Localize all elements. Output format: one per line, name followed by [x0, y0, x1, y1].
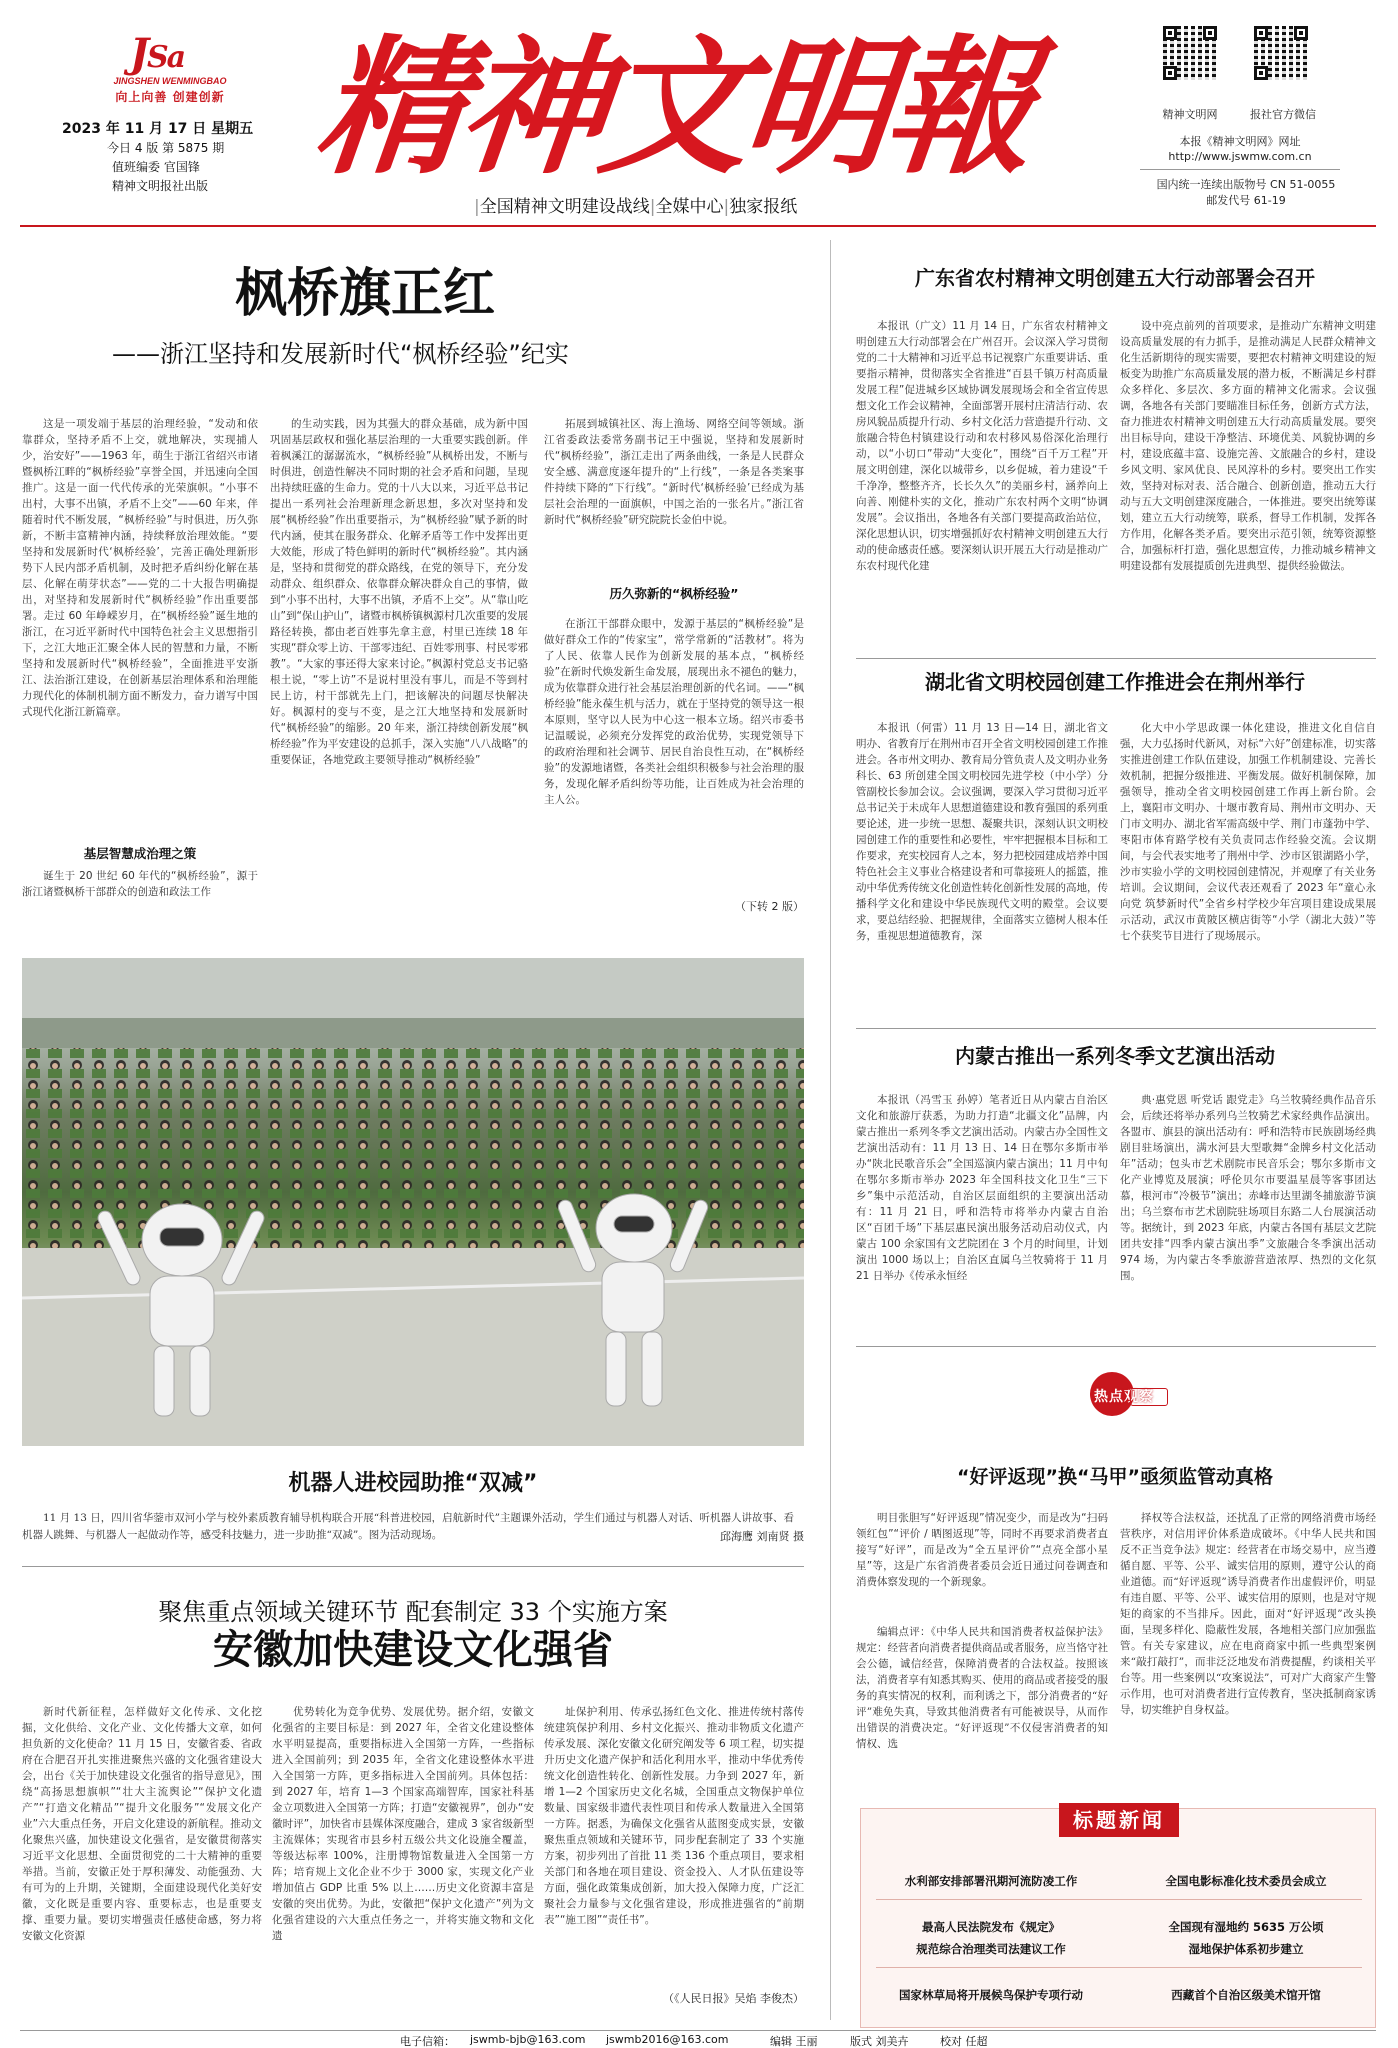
brief-heading: 标题新闻	[1059, 1803, 1179, 1837]
nav-item[interactable]: 独家报纸	[729, 197, 798, 217]
hot-col1: 明目张胆写“好评返现”情况变少，而是改为“扫码领红包”“评价 / 晒图返现”等，同时不再要求消费者直接写“好评”，而是改为“全五星评价”“点亮全部小星星”等，这是广东省消费者委员会近日通过问卷调查和消费体察发现的一个新现象。	[856, 1512, 1108, 1588]
hubei-col1: 本报讯（何雷）11 月 13 日—14 日，湖北省文明办、省教育厅在荆州市召开全省文明校园创建工作推进会。各市州文明办、教育局分管负责人及文明办业务科长、63 所创建全国文明校园先进学校（中小学）分管副校长参加会议。会议强调，要深入学习贯彻习近平总书记关于未成年人思想道德建设和教育强国的系列重要论述，进一步统一思想、凝聚共识，深刻认识文明校园创建工作的重要性和必要性，牢牢把握根本目标和工作要求，充实校园育人之本，努力把校园建成培养中国特色社会主义事业合格建设者和可靠接班人的摇篮，推动中华优秀传统文化创造性转化创新性发展的高地，传播科学文化和建设中华民族现代文明的殿堂。会议要求，要总结经验、把握规律，全面落实立德树人根本任务，重视思想道德教育，深	[856, 722, 1108, 942]
hot-badge-label: 热点观察	[1094, 1389, 1154, 1405]
brief-item[interactable]: 西藏首个自治区级美术馆开馆	[1171, 1988, 1321, 2002]
masthead-divider	[20, 225, 1376, 227]
guangdong-title: 广东省农村精神文明创建五大行动部署会召开	[915, 266, 1315, 290]
brief-item[interactable]: 水利部安排部署汛期河流防凌工作	[904, 1874, 1078, 1888]
guangdong-col2: 设中亮点前列的首项要求，是推动广东精神文明建设高质量发展的有力抓手，是推动满足人民群众精神文化生活新期待的现实需要，要把农村精神文明建设的短板变为助推广东高质量发展的潜力板，不断满足乡村群众多样化、多层次、多方面的精神文化需求。会议强调，各地各有关部门要瞄准目标任务，创新方式方法，奋力推进农村精神文明创建五大行动高质量发展。要突出目标导向，建设干净整洁、环境优美、风貌协调的乡村，建设底蕴丰富、设施完善、文旅融合的乡村，建设乡风文明、家风优良、民风淳朴的乡村。要突出工作实效，坚持对标对表、活合融合、创新创造，推动五大行动与五大文明创建深度融合，一体推进。要突出统筹谋划，建立五大行动统筹，联系，督导工作机制，发挥各方作用，化解各类矛盾。要突出示范引领，统筹资源整合，加强标杆打造，强化思想宣传，力推动城乡精神文明建设都有发展提质创先进典型、提供经验做法。	[1120, 320, 1376, 572]
lead-col1-subhead: 基层智慧成治理之策	[83, 846, 197, 861]
anhui-credit: （《人民日报》吴焰 李俊杰）	[663, 1992, 804, 2005]
hot-col1-note: 编辑点评：《中华人民共和国消费者权益保护法》规定：经营者向消费者提供商品或者服务，应当恪守社会公德，诚信经营，保障消费者的合法权益。按照该法，消费者享有知悉其购买、使用的商品或者接受的服务的真实情况的权利，而利诱之下，部分消费者的“好评”难免失真，导致其他消费者有可能被误导，从而作出错误的消费决定。“好评返现”不仅侵害消费者的知情权、选	[856, 1626, 1108, 1750]
slogan: 向上向善 创建创新	[115, 90, 225, 104]
brief-item[interactable]: 国家林草局将开展候鸟保护专项行动	[899, 1988, 1083, 2002]
footer-email-2[interactable]: jswmb2016@163.com	[606, 2033, 729, 2046]
qr-code-website[interactable]	[1163, 26, 1217, 80]
qr1-label: 精神文明网	[1162, 108, 1218, 121]
photo-credit: 邱海鹰 刘南贤 摄	[720, 1530, 804, 1543]
photo-caption: 11 月 13 日，四川省华蓥市双河小学与校外素质教育辅导机构联合开展“科普进校园，启航新时代”主题课外活动，学生们通过与机器人对话、听机器人讲故事、看机器人跳舞、与机器人一起做动作等，感受科技魅力，进一步助推“双减”。图为活动现场。	[22, 1512, 794, 1541]
neimenggu-col1: 本报讯（冯雪玉 孙婷）笔者近日从内蒙古自治区文化和旅游厅获悉，为助力打造“北疆文化”品牌，内蒙古推出一系列冬季文艺演出活动。内蒙古办全国性文艺演出活动有：11 月 13 日、14 日在鄂尔多斯市举办“陕北民歌音乐会”全国巡演内蒙古演出；11 月中旬在鄂尔多斯市举办 2023 年全国科技文化卫生“三下乡”集中示范活动，自治区层面组织的主要演出活动有：11 月 21 日，呼和浩特市将举办内蒙古自治区“百团千场”下基层惠民演出服务活动启动仪式，内蒙古 100 余家国有文艺院团在 3 个月的时间里，计划演出 1000 场以上；自治区直属乌兰牧骑将于 11 月 21 日举办《传承永恒经	[856, 1094, 1108, 1282]
nav-item[interactable]: 全媒中心	[655, 197, 724, 217]
brief-item[interactable]: 全国现有湿地约 5635 万公顷	[1168, 1920, 1324, 1934]
lead-col3-subhead: 历久弥新的“枫桥经验”	[609, 586, 739, 601]
lead-col1a: 这是一项发端于基层的治理经验，“发动和依靠群众，坚持矛盾不上交，就地解决，实现捕人少，治安好”——1963 年，萌生于浙江省绍兴市诸暨枫桥江畔的“枫桥经验”享誉全国，并迅速向全国推广。这是一面一代代传承的光荣旗帜。“小事不出村，大事不出镇，矛盾不上交”——60 年来，伴随着时代不断发展，“枫桥经验”与时俱进，历久弥新，不断丰富精神内涵，持续释放治理效能。“要坚持和发展新时代‘枫桥经验’，完善正确处理新形势下人民内部矛盾机制，及时把矛盾纠纷化解在基层、化解在萌芽状态”——党的二十大报告明确提出，对坚持和发展新时代“枫桥经验”作出重要部署。走过 60 年峥嵘岁月，在“枫桥经验”诞生地的浙江，在习近平新时代中国特色社会主义思想指引下，之江大地正汇聚全体人民的智慧和力量，不断坚持和发展新时代“枫桥经验”，全面推进平安浙江、法治浙江建设，在创新基层治理体系和治理能力现代化的体制机制方面不断发力，奋力谱写中国式现代化浙江新篇章。	[22, 418, 258, 718]
anhui-kicker: 聚焦重点领域关键环节 配套制定 33 个实施方案	[158, 1598, 668, 1626]
brief-item[interactable]: 最高人民法院发布《规定》	[922, 1920, 1060, 1934]
hot-title: “好评返现”换“马甲”亟须监管动真格	[957, 1466, 1273, 1488]
lead-col2: 的生动实践，因为其强大的群众基础，成为新中国巩固基层政权和强化基层治理的一大重要实践创新。伴着枫溪江的潺潺流水，“枫桥经验”从枫桥出发，不断与时俱进，创造性解决不同时期的社会矛盾和问题，呈现出持续旺盛的生命力。党的十八大以来，习近平总书记提出一系列社会治理新理念新思想，多次对坚持和发展“枫桥经验”作出重要指示，为“枫桥经验”赋予新的时代内涵，使其在服务群众、化解矛盾等工作中发挥出更大效能，形成了特色鲜明的新时代“枫桥经验”。其内涵是，坚持和贯彻党的群众路线，在党的领导下，充分发动群众、组织群众、依靠群众解决群众自己的事情，做到“小事不出村，大事不出镇，矛盾不上交”。从“靠山吃山”到“保山护山”，诸暨市枫桥镇枫源村几次重要的发展路径转换，都由老百姓事先拿主意，村里已连续 18 年实现“群众零上访、干部零违纪、百姓零刑事、村民零邪教”。“大家的事还得大家来讨论。”枫源村党总支书记骆根土说，“零上访”不是说村里没有事儿，而是不等到村民上访，村干部就先上门，把该解决的问题尽快解决好。枫源村的变与不变，是之江大地坚持和发展新时代“枫桥经验”的缩影。20 年来，浙江持续创新发展“枫桥经验”作为平安建设的总抓手，深入实施“八八战略”的重要保证，各地党政主要领导推动“枫桥经验”	[270, 418, 528, 766]
anhui-title: 安徽加快建设文化强省	[213, 1627, 613, 1673]
footer-proofreader: 校对 任超	[940, 2035, 988, 2048]
neimenggu-col2: 典·惠党恩 听党话 跟党走》乌兰牧骑经典作品音乐会，后续还将举办系列乌兰牧骑艺术家经典作品演出。各盟市、旗县的演出活动有：呼和浩特市民族剧场经典剧目驻场演出，满水河县大型歌舞“金牌乡村文化活动年”活动；包头市艺术剧院市民音乐会；鄂尔多斯市文化产业博览及展演；呼伦贝尔市要温星晨等客事团达慕，根河市“冷极节”演出；赤峰市达里湖冬捕旅游节演出；乌兰察布市艺术剧院驻场项目东路二人台展演活动等。据统计，到 2023 年底，内蒙古各国有基层文艺院团共安排“四季内蒙古演出季”文旅融合冬季演出活动 974 场，为内蒙古冬季旅游营造浓厚、热烈的文化氛围。	[1120, 1094, 1376, 1282]
hubei-title: 湖北省文明校园创建工作推进会在荆州举行	[925, 670, 1305, 694]
lead-col3b: 在浙江干部群众眼中，发源于基层的“枫桥经验”是做好群众工作的“传家宝”，常学常新的“活教材”。将为了人民、依靠人民作为创新发展的基本点，“枫桥经验”在新时代焕发新生命发展，展现出永不褪色的魅力，成为依靠群众进行社会基层治理创新的代名词。——“枫桥经验”能永葆生机与活力，就在于坚持党的领导这一根本原则，坚守以人民为中心这一根本立场。绍兴市委书记温暖说，必须充分发挥党的政治优势，实现党领导下的政府治理和社会调节、居民自治良性互动，在“枫桥经验”的发源地诸暨，各类社会组织积极参与社会治理的服务，发现化解矛盾纠纷等功能，让百姓成为社会治理的主人公。	[544, 618, 804, 806]
section-nav: |全国精神文明建设战线|全媒中心|独家报纸	[474, 197, 798, 217]
brief-news-box	[860, 1808, 1376, 2028]
logo-pinyin: JINGSHEN WENMINGBAO	[113, 76, 227, 86]
nav-item[interactable]: 全国精神文明建设战线	[479, 197, 650, 217]
anhui-col2: 优势转化为竞争优势、发展优势。据介绍，安徽文化强省的主要目标是：到 2027 年，全省文化建设整体水平明显提高，重要指标进入全国第一方阵，一些指标进入全国前列；到 2035 年，全省文化建设整体水平进入全国第一方阵，更多指标进入全国前列。具体包括：到 2027 年，培育 1—3 个国家高端智库，国家社科基金立项数进入全国第一方阵；打造“安徽视界”，创办“安徽时评”，加快省市县媒体深度融合，建成 3 家省级新型主流媒体；实现省市县乡村五级公共文化设施全覆盖，等级达标率 100%，注册博物馆数量进入全国第一方阵；培育规上文化企业不少于 3000 家，实现文化产业增加值占 GDP 比重 5% 以上……历史文化资源丰富是安徽的突出优势。为此，安徽把“保护文化遗产”列为文化强省建设的六大重点任务之一，并将实施文物和文化遗	[272, 1706, 534, 1942]
footer-email-label: 电子信箱：	[400, 2035, 455, 2048]
guangdong-col1: 本报讯（广文）11 月 14 日，广东省农村精神文明创建五大行动部署会在广州召开。会议深入学习贯彻党的二十大精神和习近平总书记视察广东重要讲话、重要指示精神，贯彻落实全省推进“百县千镇万村高质量发展工程”促进城乡区域协调发展现场会和全省宣传思想文化工作会议精神，全面部署开展村庄清洁行动、农房风貌品质提升行动、乡村文化活力营造提升行动、文旅融合特色村镇建设行动和农村移风易俗深化治理行动，以“小切口”带动“大变化”，围绕“百千万工程”开展文明创建，深化以城带乡，以乡促城，着力建设“千千净净，整整齐齐，长长久久”的美丽乡村，涵养向上向善、刚健朴实的文化，推动广东农村两个文明“协调发展”。会议指出，各地各有关部门要提高政治站位，深化思想认识，切实增强抓好农村精神文明创建五大行动的使命感责任感。要深刻认识开展五大行动是推动广东农村现代化建	[856, 320, 1108, 572]
footer-designer: 版式 刘美卉	[850, 2035, 909, 2048]
cn-number: 国内统一连续出版物号 CN 51-0055	[1156, 178, 1336, 191]
brief-item[interactable]: 全国电影标准化技术委员会成立	[1165, 1874, 1327, 1888]
publisher: 精神文明报社出版	[112, 179, 209, 193]
hot-col2: 择权等合法权益，还扰乱了正常的网络消费市场经营秩序，对信用评价体系造成破坏。《中华人民共和国反不正当竞争法》规定：经营者在市场交易中，应当遵循自愿、平等、公平、诚实信用的原则，遵守公认的商业道德。而“好评返现”诱导消费者作出虚假评价，明显有违自愿、平等、公平、诚实信用的原则，也是对守规矩的商家的不当排斥。因此，面对“好评返现”改头换面，呈现多样化、隐蔽性发展，各地相关部门应加强监管。有关专家建议，应在电商商家中抓一些典型案例来“敲打敲打”，而非泛泛地发布消费提醒，约谈相关平台等。用一些案例以“攻案说法”，可对广大商家产生警示作用，也可对消费者进行宣传教育，坚决抵制商家诱导，切实维护自身权益。	[1120, 1512, 1376, 1716]
issue-date: 2023 年 11 月 17 日 星期五	[62, 121, 254, 137]
robot-photo	[22, 958, 804, 1446]
hot-badge	[1090, 1372, 1168, 1418]
qr-code-wechat[interactable]	[1254, 26, 1308, 80]
lead-subtitle: ——浙江坚持和发展新时代“枫桥经验”纪实	[112, 340, 569, 368]
footer-editor: 编辑 王丽	[770, 2035, 818, 2048]
qr2-label: 报社官方微信	[1250, 108, 1316, 121]
postal-code: 邮发代号 61-19	[1206, 194, 1286, 207]
footer	[0, 2032, 1398, 2048]
brief-item[interactable]: 规范综合治理类司法建议工作	[916, 1942, 1066, 1956]
anhui-col1: 新时代新征程，怎样做好文化传承、文化挖掘，文化供给、文化产业、文化传播大文章，如何担负新的文化使命？11 月 15 日，安徽省委、省政府在合肥召开扎实推进聚焦兴盛的文化强省建设大会，出台《关于加快建设文化强省的指导意见》，围绕“高扬思想旗帜”“壮大主流舆论”“保护文化遗产”“打造文化精品”“提升文化服务”“发展文化产业”六大重点任务，开启文化建设的新航程。推动文化聚焦兴盛，加快建设文化强省，是安徽贯彻落实习近平文化思想、全面贯彻党的二十大精神的重要举措。当前，安徽正处于厚积薄发、动能强劲、大有可为的上升期，关键期，全面建设现代化美好安徽，文化既是重要内容、重要标志，也是重要支撑、重要力量。要切实增强责任感使命感，努力将安徽文化资源	[22, 1706, 262, 1942]
lead-col3a: 拓展到城镇社区、海上渔场、网络空间等领域。浙江省委政法委常务副书记王中强说，坚持和发展新时代“枫桥经验”，浙江走出了两条曲线，一条是人民群众安全感、满意度逐年提升的“上行线”，一条是各类案事件持续下降的“下行线”。“新时代‘枫桥经验’已经成为基层社会治理的一面旗帜，中国之治的一张名片。”浙江省新时代“枫桥经验”研究院院长金伯中说。	[544, 418, 804, 526]
newspaper-title: 精神文明報	[308, 20, 1038, 194]
site-url[interactable]: http://www.jswmw.com.cn	[1168, 150, 1312, 163]
continued-note: （下转 2 版）	[735, 900, 804, 913]
lead-col1b: 诞生于 20 世纪 60 年代的“枫桥经验”，源于浙江诸暨枫桥干部群众的创造和政法工作	[22, 870, 258, 898]
issue-edition: 今日 4 版 第 5875 期	[107, 141, 225, 155]
photo-title: 机器人进校园助推“双减”	[288, 1471, 538, 1496]
hubei-col2: 化大中小学思政课一体化建设，推进文化自信自强，大力弘扬时代新风，对标“六好”创建标准，切实落实推进创建工作队伍建设，加强工作机制建设、完善长效机制，把握分级推进、平衡发展。做好机制保障，加强领导，推动全省文明校园创建工作再上新台阶。会上，襄阳市文明办、十堰市教育局、荆州市文明办、天门市文明办、湖北省军需高级中学、荆门市蓬勃中学、枣阳市体育路学校有关负责同志作经验交流。会议期间，与会代表实地考了荆州中学、沙市区银湖路小学，沙市实验小学的文明校园创建情况，并观摩了有关业务培训。会议期间，会议代表还观看了 2023 年“童心永向党 筑梦新时代”全省乡村学校少年宫项目建设成果展示活动，武汉市黄陂区横店街等“小学（湖北大鼓）”等七个获奖节目进行了现场展示。	[1120, 722, 1376, 942]
anhui-col3: 址保护利用、传承弘扬红色文化、推进传统村落传统建筑保护利用、乡村文化振兴、推动非物质文化遗产传承发展、深化安徽文化研究阐发等 6 项工程，切实提升历史文化遗产保护和活化利用水平，推动中华优秀传统文化创造性转化、创新性发展。力争到 2027 年，新增 1—2 个国家历史文化名城，全国重点文物保护单位数量、国家级非遗代表性项目和传承人数量进入全国第一方阵。据悉，为确保文化强省从蓝图变成实景，安徽聚焦重点领域和关键环节，同步配套制定了 33 个实施方案，初步列出了首批 11 类 136 个重点项目，要求相关部门和各地在项目建设、资金投入、人才队伍建设等方面，强化政策集成创新，加大投入保障力度，广泛汇聚社会力量参与文化强省建设，形成推进强省的“前期表”“施工图”“责任书”。	[544, 1706, 804, 1926]
lead-title: 枫桥旗正红	[234, 264, 495, 324]
photo-illustration	[22, 958, 804, 1446]
masthead	[0, 0, 1398, 260]
duty-editor: 值班编委 官国锋	[112, 160, 200, 174]
footer-email-1[interactable]: jswmb-bjb@163.com	[470, 2033, 586, 2046]
neimenggu-title: 内蒙古推出一系列冬季文艺演出活动	[955, 1044, 1275, 1068]
brief-item[interactable]: 湿地保护体系初步建立	[1188, 1942, 1304, 1956]
logo: JSa JINGSHEN WENMINGBAO 向上向善 创建创新	[80, 30, 260, 102]
site-label: 本报《精神文明网》网址	[1179, 135, 1301, 148]
